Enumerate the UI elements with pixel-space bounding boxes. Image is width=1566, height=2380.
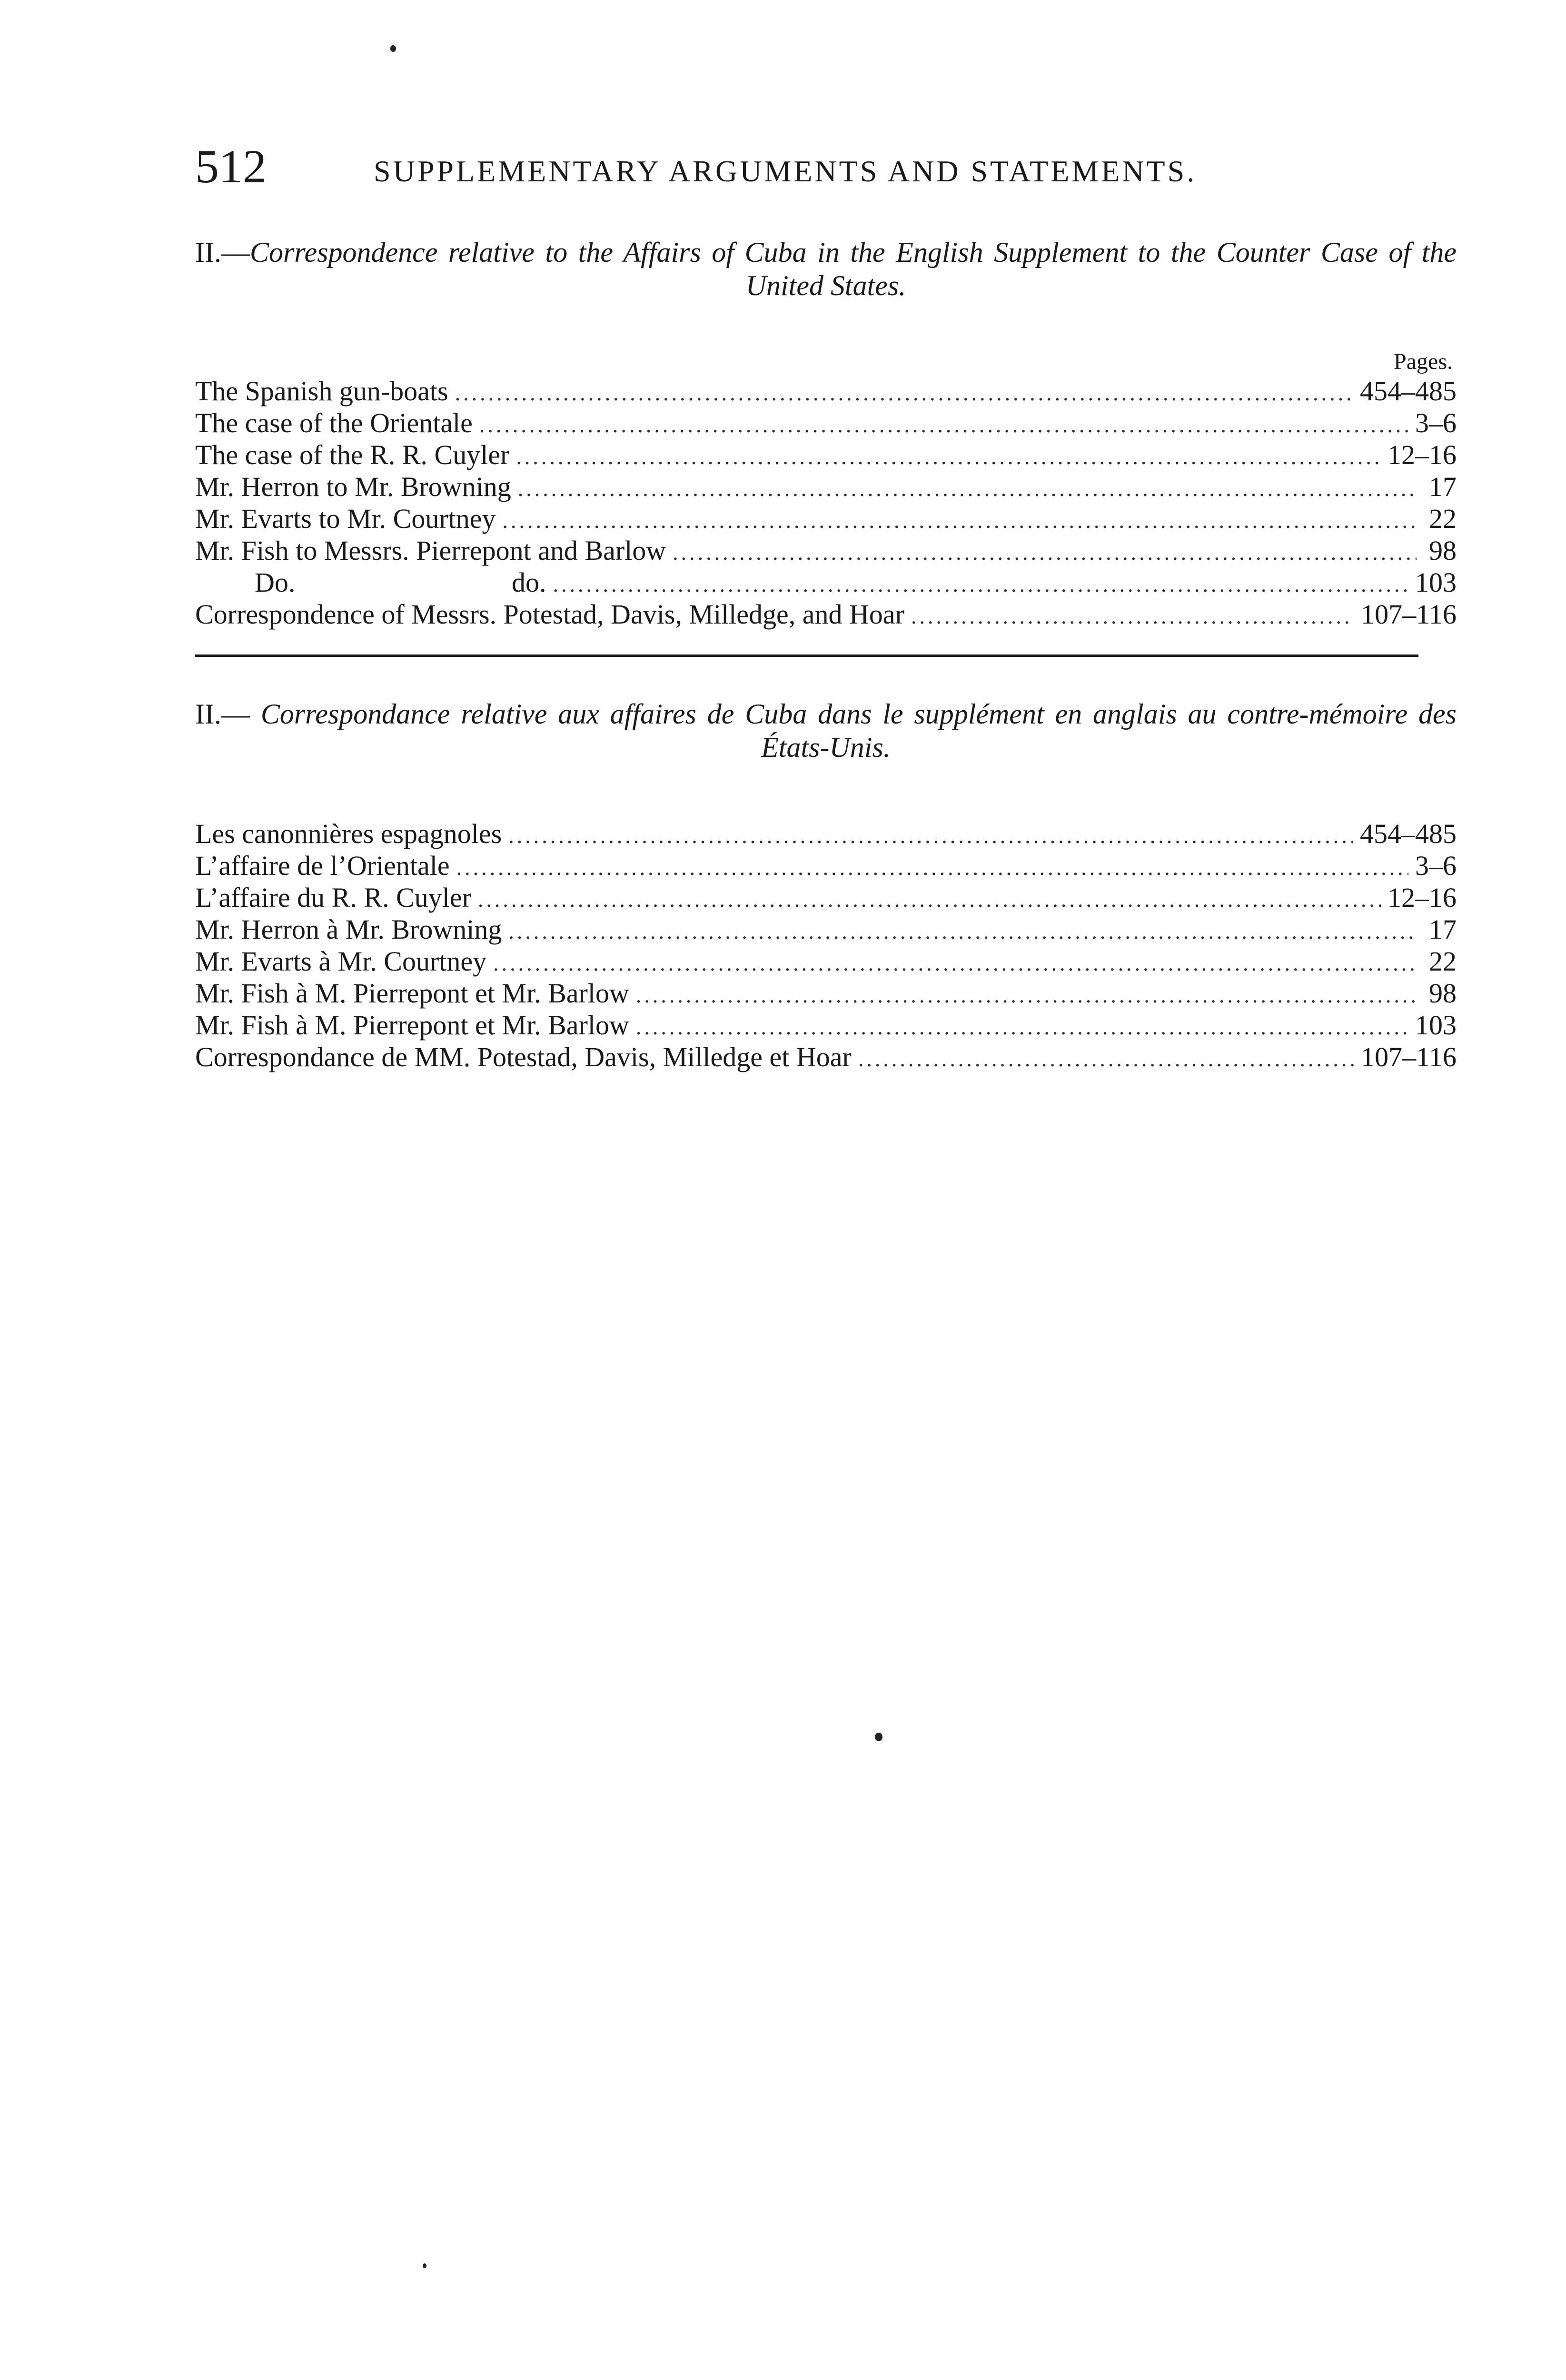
dot-leader <box>518 474 1417 504</box>
page-number: 512 <box>195 140 267 193</box>
english-contents-list <box>195 376 1457 631</box>
dot-leader <box>636 980 1417 1010</box>
entry-pages: 17 <box>1429 914 1457 945</box>
dot-leader <box>636 1012 1408 1042</box>
dot-leader <box>455 378 1353 408</box>
entry-pages: 12–16 <box>1388 439 1457 470</box>
entry-title: The case of the Orientale <box>195 407 473 438</box>
list-item <box>195 946 1457 978</box>
entry-pages: 107–116 <box>1361 1041 1457 1072</box>
print-speck <box>423 2263 426 2268</box>
section-title: Correspondance relative aux affaires de Cuba dans le supplément en anglais au contre-mémoire des États-Unis. <box>260 698 1457 763</box>
ditto-mark: Do. <box>255 567 296 598</box>
entry-pages: 17 <box>1429 471 1457 502</box>
entry-pages: 22 <box>1429 946 1457 977</box>
dot-leader <box>516 442 1381 472</box>
print-speck <box>875 1733 882 1741</box>
dot-leader <box>508 821 1353 851</box>
dot-leader <box>478 884 1381 914</box>
print-speck <box>390 45 396 52</box>
entry-pages: 98 <box>1429 535 1457 566</box>
list-item <box>195 408 1457 440</box>
dot-leader <box>673 537 1417 567</box>
entry-title: L’affaire de l’Orientale <box>195 850 450 881</box>
entry-pages: 103 <box>1415 1010 1457 1041</box>
entry-title: The Spanish gun-boats <box>195 376 448 407</box>
dot-leader <box>553 569 1409 599</box>
pages-column-label: Pages. <box>1394 349 1453 374</box>
page-header <box>195 138 1457 205</box>
list-item <box>195 376 1457 408</box>
entry-title <box>195 567 546 597</box>
dot-leader <box>493 948 1417 978</box>
entry-title: Mr. Fish à M. Pierrepont et Mr. Barlow <box>195 978 629 1009</box>
list-item <box>195 599 1457 631</box>
entry-pages: 3–6 <box>1415 407 1457 438</box>
list-item <box>195 914 1457 946</box>
french-contents-section <box>195 697 1457 1074</box>
english-contents-section <box>195 236 1457 631</box>
entry-pages: 3–6 <box>1415 850 1457 881</box>
list-item <box>195 472 1457 504</box>
list-item <box>195 978 1457 1010</box>
entry-title: Mr. Fish à M. Pierrepont et Mr. Barlow <box>195 1010 629 1041</box>
entry-pages: 22 <box>1429 503 1457 534</box>
entry-pages: 12–16 <box>1388 882 1457 913</box>
entry-title: Mr. Evarts to Mr. Courtney <box>195 503 496 534</box>
dot-leader <box>479 410 1408 440</box>
entry-title: Correspondence of Messrs. Potestad, Davis, Milledge, and Hoar <box>195 599 904 630</box>
list-item <box>195 504 1457 536</box>
list-item <box>195 883 1457 914</box>
dot-leader <box>858 1044 1354 1074</box>
english-section-heading <box>195 236 1457 302</box>
dot-leader <box>508 916 1417 946</box>
entry-title: Les canonnières espagnoles <box>195 818 502 849</box>
section-number: II.— <box>195 237 250 268</box>
dot-leader <box>911 601 1354 631</box>
running-title: SUPPLEMENTARY ARGUMENTS AND STATEMENTS. <box>374 154 1197 188</box>
list-item <box>195 440 1457 472</box>
section-divider-rule <box>195 654 1418 657</box>
french-contents-list <box>195 819 1457 1074</box>
entry-title: Correspondance de MM. Potestad, Davis, Milledge et Hoar <box>195 1041 852 1072</box>
entry-pages: 103 <box>1415 567 1457 598</box>
list-item <box>195 536 1457 567</box>
list-item <box>195 1010 1457 1042</box>
ditto-mark: do. <box>512 567 546 598</box>
dot-leader <box>503 506 1417 536</box>
entry-title: Mr. Evarts à Mr. Courtney <box>195 946 487 977</box>
section-title: Correspondence relative to the Affairs of Cuba in the English Supplement to the Counter Case of the United States. <box>249 237 1457 301</box>
list-item <box>195 851 1457 883</box>
dot-leader <box>456 853 1408 883</box>
entry-pages: 107–116 <box>1361 599 1457 630</box>
entry-title: Mr. Herron to Mr. Browning <box>195 471 511 502</box>
entry-pages: 454–485 <box>1360 376 1457 407</box>
section-number: II.— <box>195 698 261 730</box>
list-item <box>195 1042 1457 1074</box>
entry-title: L’affaire du R. R. Cuyler <box>195 882 471 913</box>
list-item <box>195 819 1457 851</box>
list-item <box>195 567 1457 599</box>
entry-title: Mr. Fish to Messrs. Pierrepont and Barlow <box>195 535 666 566</box>
entry-title: The case of the R. R. Cuyler <box>195 439 510 470</box>
entry-pages: 454–485 <box>1360 818 1457 849</box>
french-section-heading <box>195 697 1457 764</box>
entry-title: Mr. Herron à Mr. Browning <box>195 914 502 945</box>
entry-pages: 98 <box>1429 978 1457 1009</box>
